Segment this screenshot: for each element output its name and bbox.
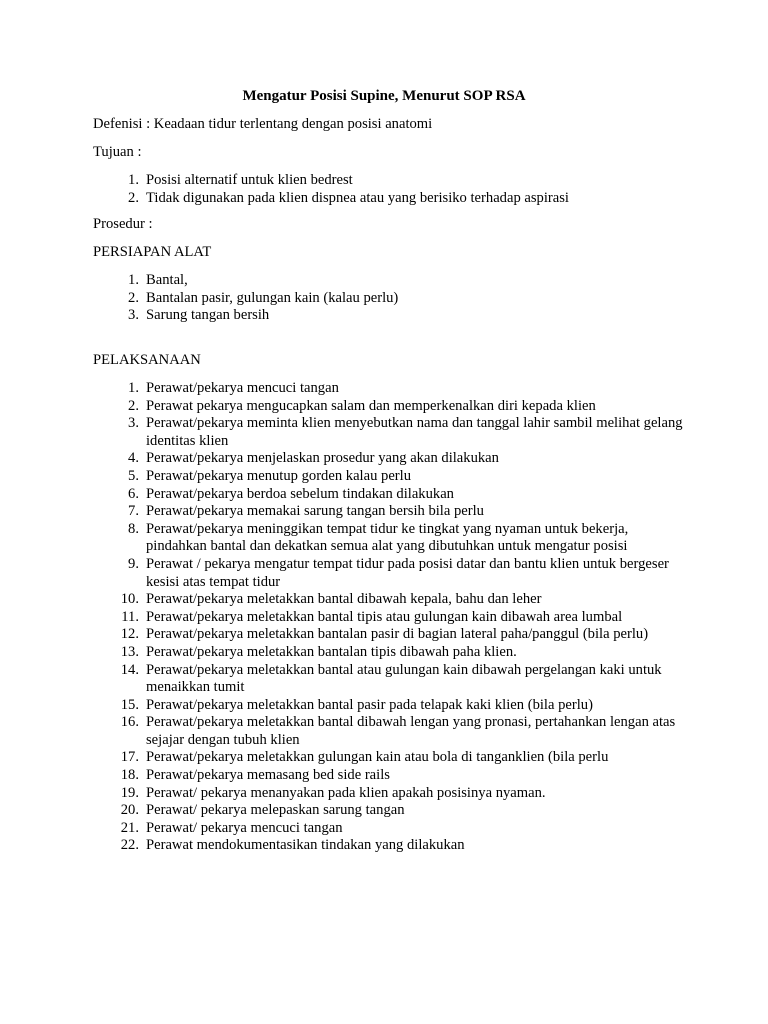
- list-item: [93, 172, 686, 190]
- list-item: [93, 767, 686, 785]
- list-item: [93, 415, 686, 450]
- list-item: [93, 272, 686, 290]
- tujuan-list: [93, 172, 686, 207]
- list-item: [93, 749, 686, 767]
- list-item-number: 21.: [120, 819, 139, 836]
- list-item-text: Perawat/pekarya meletakkan gulungan kain atau bola di tanganklien (bila perlu: [146, 749, 609, 766]
- list-item-number: 2.: [128, 289, 139, 306]
- definition-text: Defenisi : Keadaan tidur terlentang dengan posisi anatomi: [93, 116, 433, 132]
- list-item: [93, 626, 686, 644]
- list-item-text: Perawat/pekarya mencuci tangan: [146, 380, 339, 396]
- list-item: [93, 609, 686, 627]
- list-item: [93, 697, 686, 715]
- list-item-text: Perawat/pekarya meletakkan bantal dibawah lengan yang pronasi, pertahankan lengan atas sejajar dengan tubuh klien: [146, 714, 676, 748]
- list-item-number: 13.: [120, 643, 139, 660]
- list-item-text: Perawat/pekarya menutup gorden kalau perlu: [146, 467, 412, 484]
- list-item: [93, 662, 686, 697]
- list-item-text: Bantal,: [146, 272, 188, 288]
- document-title: Mengatur Posisi Supine, Menurut SOP RSA: [242, 88, 526, 104]
- pelaksanaan-list: [93, 380, 686, 855]
- list-item-text: Perawat/pekarya meninggikan tempat tidur ke tingkat yang nyaman untuk bekerja, pindahkan bantal dan dekatkan semua alat yang dibutuhkan untuk mengatur posisi: [146, 520, 629, 555]
- list-item-text: Perawat/ pekarya menanyakan pada klien apakah posisinya nyaman.: [146, 784, 546, 801]
- list-item: [93, 521, 686, 556]
- list-item: [93, 486, 686, 504]
- list-item-text: Perawat / pekarya mengatur tempat tidur pada posisi datar dan bantu klien untuk bergeser kesisi atas tempat tidur: [146, 555, 669, 590]
- list-item-number: 1.: [128, 272, 139, 288]
- list-item-number: 14.: [120, 661, 139, 678]
- list-item-number: 20.: [120, 802, 139, 819]
- list-item-text: Posisi alternatif untuk klien bedrest: [146, 172, 353, 188]
- list-item: [93, 450, 686, 468]
- list-item-number: 9.: [128, 555, 139, 572]
- list-item-text: Perawat mendokumentasikan tindakan yang dilakukan: [146, 837, 465, 854]
- list-item: [93, 802, 686, 820]
- list-item: [93, 398, 686, 416]
- list-item-number: 18.: [120, 767, 139, 784]
- persiapan-heading: PERSIAPAN ALAT: [93, 244, 212, 260]
- list-item-text: Perawat/pekarya meletakkan bantal atau gulungan kain dibawah pergelangan kaki untuk menaikkan tumit: [146, 661, 662, 696]
- list-item-number: 12.: [120, 626, 139, 643]
- list-item: [93, 556, 686, 591]
- list-item-number: 2.: [128, 397, 139, 414]
- list-item-number: 3.: [128, 307, 139, 324]
- list-item-number: 5.: [128, 467, 139, 484]
- list-item-number: 1.: [128, 380, 139, 396]
- list-item-text: Bantalan pasir, gulungan kain (kalau perlu): [146, 289, 399, 306]
- list-item-text: Perawat/pekarya meletakkan bantalan pasir di bagian lateral paha/panggul (bila perlu): [146, 626, 649, 643]
- persiapan-list: [93, 272, 686, 325]
- list-item-text: Perawat/pekarya meletakkan bantalan tipis dibawah paha klien.: [146, 643, 517, 660]
- list-item: [93, 290, 686, 308]
- prosedur-heading: Prosedur :: [93, 216, 153, 232]
- list-item-number: 19.: [120, 784, 139, 801]
- list-item-text: Perawat/pekarya meletakkan bantal dibawah kepala, bahu dan leher: [146, 591, 542, 608]
- list-item-number: 2.: [128, 189, 139, 206]
- list-item-text: Perawat/pekarya memasang bed side rails: [146, 767, 390, 784]
- tujuan-heading: Tujuan :: [93, 144, 142, 160]
- list-item-text: Perawat/pekarya meminta klien menyebutkan nama dan tanggal lahir sambil melihat gelang identitas klien: [146, 415, 683, 449]
- list-item: [93, 644, 686, 662]
- list-item-number: 8.: [128, 520, 139, 537]
- list-item-text: Perawat/pekarya berdoa sebelum tindakan dilakukan: [146, 485, 454, 502]
- list-item: [93, 503, 686, 521]
- list-item: [93, 591, 686, 609]
- list-item: [93, 837, 686, 855]
- list-item: [93, 820, 686, 838]
- list-item-number: 11.: [121, 608, 139, 625]
- list-item-text: Tidak digunakan pada klien dispnea atau yang berisiko terhadap aspirasi: [146, 189, 569, 206]
- list-item-number: 4.: [128, 450, 139, 467]
- list-item: [93, 307, 686, 325]
- list-item-text: Perawat/ pekarya melepaskan sarung tangan: [146, 802, 405, 819]
- pelaksanaan-heading: PELAKSANAAN: [93, 352, 201, 368]
- list-item-number: 17.: [120, 749, 139, 766]
- list-item: [93, 785, 686, 803]
- list-item-text: Perawat pekarya mengucapkan salam dan memperkenalkan diri kepada klien: [146, 397, 596, 414]
- list-item-text: Perawat/ pekarya mencuci tangan: [146, 819, 343, 836]
- list-item-number: 6.: [128, 485, 139, 502]
- list-item-number: 22.: [120, 837, 139, 854]
- list-item: [93, 714, 686, 749]
- list-item-text: Perawat/pekarya meletakkan bantal tipis atau gulungan kain dibawah area lumbal: [146, 608, 623, 625]
- list-item-number: 15.: [120, 696, 139, 713]
- list-item-number: 3.: [128, 415, 139, 432]
- list-item-number: 10.: [120, 591, 139, 608]
- list-item-text: Sarung tangan bersih: [146, 307, 270, 324]
- list-item: [93, 380, 686, 398]
- list-item: [93, 468, 686, 486]
- list-item-number: 1.: [128, 172, 139, 188]
- list-item-text: Perawat/pekarya meletakkan bantal pasir pada telapak kaki klien (bila perlu): [146, 696, 593, 713]
- list-item-text: Perawat/pekarya memakai sarung tangan bersih bila perlu: [146, 503, 484, 520]
- list-item-number: 7.: [128, 503, 139, 520]
- list-item-text: Perawat/pekarya menjelaskan prosedur yang akan dilakukan: [146, 450, 499, 467]
- list-item-number: 16.: [120, 714, 139, 731]
- list-item: [93, 190, 686, 208]
